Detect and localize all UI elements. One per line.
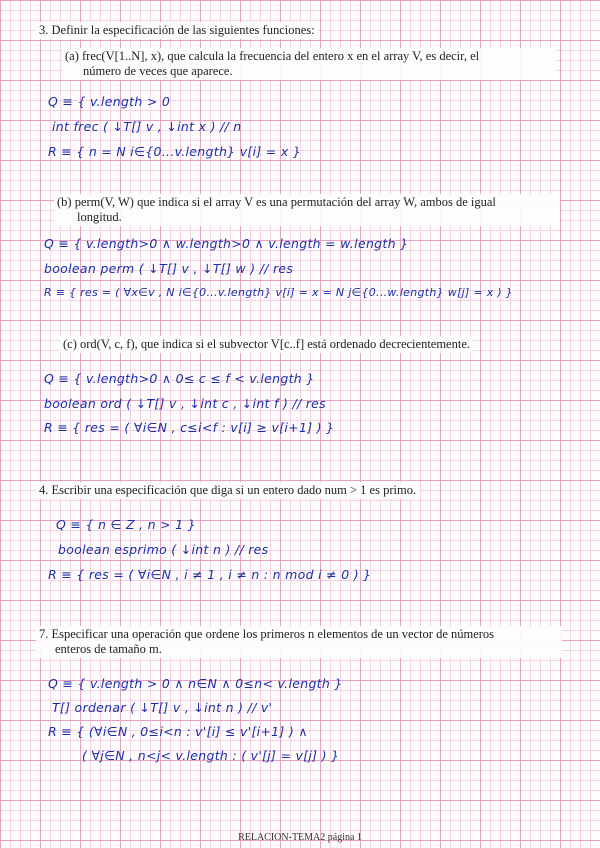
hw-7-postcondition-2: ( ∀j∈N , n<j< v.length : ( v'[j] = v[j] ) }: [82, 748, 340, 763]
page-footer: RELACION-TEMA2 página 1: [238, 832, 362, 843]
hw-7-signature: T[] ordenar ( ↓T[] v , ↓int n ) // v': [52, 700, 273, 715]
exercise-3a-line2: número de veces que aparece.: [83, 64, 233, 78]
exercise-3b-line2: longitud.: [77, 210, 122, 224]
exercise-3b-line1: (b) perm(V, W) que indica si el array V es una permutación del array W, ambos de igual: [57, 195, 496, 209]
hw-3b-signature: boolean perm ( ↓T[] v , ↓T[] w ) // res: [44, 261, 294, 276]
exercise-3a-statement: [62, 48, 556, 80]
hw-3b-precondition: Q ≡ { v.length>0 ∧ w.length>0 ∧ v.length = w.length }: [44, 236, 409, 251]
hw-3b-postcondition: R ≡ { res = ( ∀x∈v , N i∈{0...v.length} v[i] = x = N j∈{0...w.length} w[j] = x ) }: [44, 286, 514, 299]
exercise-7-title: [36, 626, 562, 658]
hw-3c-signature: boolean ord ( ↓T[] v , ↓int c , ↓int f ) // res: [44, 396, 326, 411]
exercise-7-line1: 7. Especificar una operación que ordene los primeros n elementos de un vector de números: [39, 627, 495, 641]
exercise-4-title: 4. Escribir una especificación que diga si un entero dado num > 1 es primo.: [36, 482, 419, 499]
hw-7-precondition: Q ≡ { v.length > 0 ∧ n∈N ∧ 0≤n< v.length }: [48, 676, 343, 691]
hw-3a-postcondition: R ≡ { n = N i∈{0...v.length} v[i] = x }: [48, 144, 302, 159]
hw-4-precondition: Q ≡ { n ∈ Z , n > 1 }: [56, 517, 196, 532]
exercise-7-line2: enteros de tamaño m.: [55, 642, 162, 656]
hw-4-signature: boolean esprimo ( ↓int n ) // res: [58, 542, 269, 557]
hw-3c-precondition: Q ≡ { v.length>0 ∧ 0≤ c ≤ f < v.length }: [44, 371, 315, 386]
exercise-3-title: 3. Definir la especificación de las siguientes funciones:: [36, 22, 318, 39]
exercise-3c-statement: (c) ord(V, c, f), que indica si el subvector V[c..f] está ordenado decrecientemente.: [60, 336, 473, 353]
hw-3a-precondition: Q ≡ { v.length > 0: [48, 94, 171, 109]
hw-3a-signature: int frec ( ↓T[] v , ↓int x ) // n: [52, 119, 242, 134]
exercise-3a-line1: (a) frec(V[1..N], x), que calcula la frecuencia del entero x en el array V, es decir, el: [65, 49, 480, 63]
exercise-3b-statement: [54, 194, 560, 226]
hw-3c-postcondition: R ≡ { res = ( ∀i∈N , c≤i<f : v[i] ≥ v[i+1] ) }: [44, 420, 335, 435]
hw-4-postcondition: R ≡ { res = ( ∀i∈N , i ≠ 1 , i ≠ n : n mod i ≠ 0 ) }: [48, 567, 372, 582]
hw-7-postcondition-1: R ≡ { (∀i∈N , 0≤i<n : v'[i] ≤ v'[i+1] ) ∧: [48, 724, 308, 739]
